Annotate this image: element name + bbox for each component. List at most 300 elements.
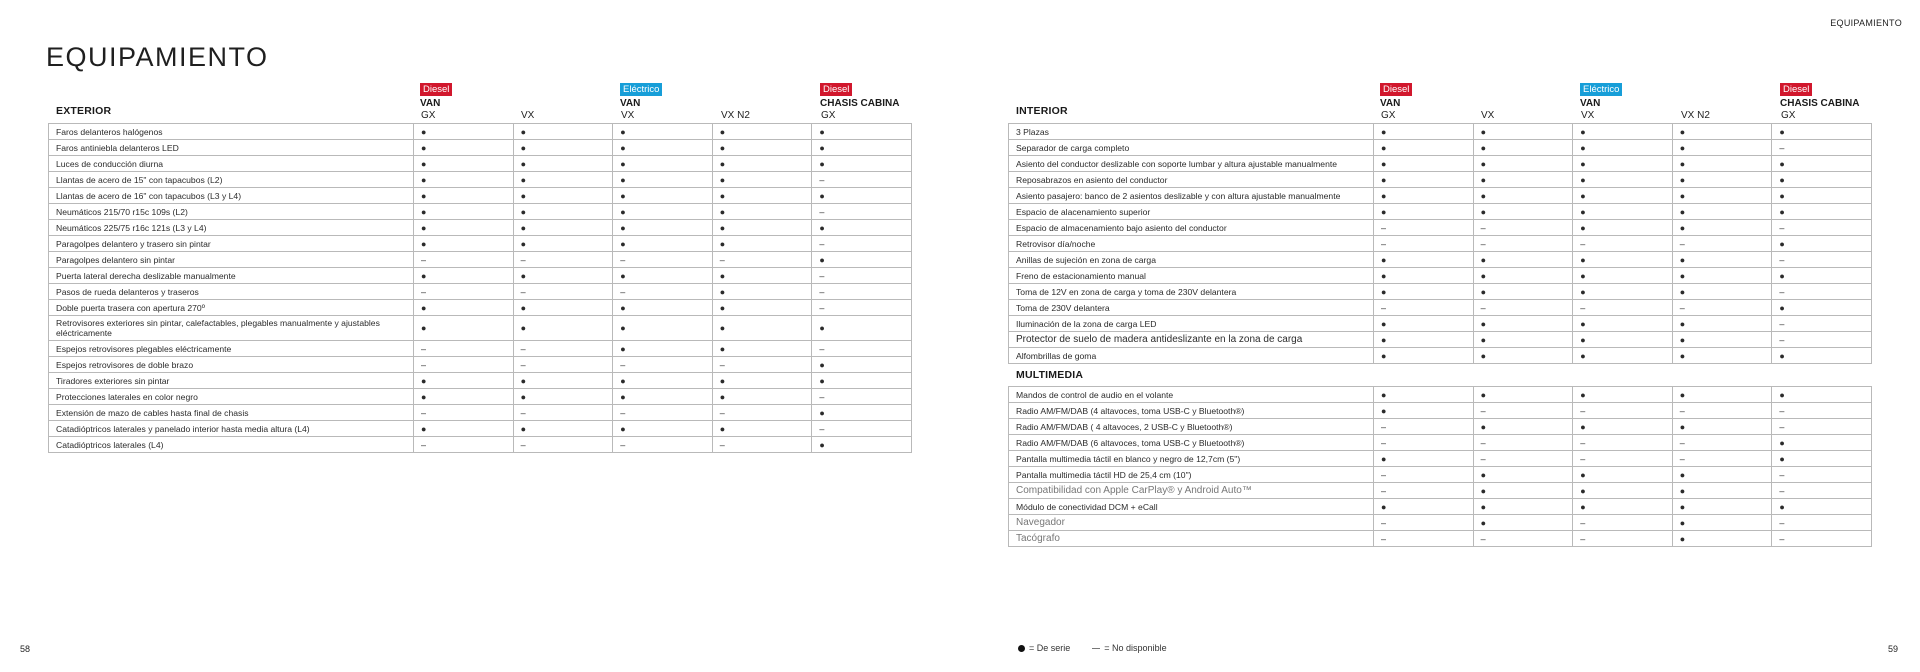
group-diesel-chasis [1780, 79, 1859, 110]
availability-cell: – [1374, 220, 1474, 236]
availability-cell: ● [712, 172, 812, 188]
availability-cell: – [513, 357, 613, 373]
availability-cell: – [712, 357, 812, 373]
page-title: EQUIPAMIENTO [46, 42, 269, 72]
table-row [1009, 220, 1872, 236]
availability-cell: ● [1573, 387, 1673, 403]
availability-cell: ● [613, 156, 713, 172]
multimedia-table [1008, 386, 1872, 547]
availability-cell: – [1573, 531, 1673, 547]
availability-cell: ● [1374, 252, 1474, 268]
availability-cell: ● [414, 373, 514, 389]
availability-cell: ● [1672, 332, 1772, 348]
availability-cell: ● [1672, 348, 1772, 364]
availability-cell: – [1772, 252, 1872, 268]
feature-label: Compatibilidad con Apple CarPlay® y Android Auto™ [1009, 483, 1374, 499]
availability-cell: ● [1672, 419, 1772, 435]
feature-label: Freno de estacionamiento manual [1009, 268, 1374, 284]
availability-cell: – [1772, 140, 1872, 156]
availability-cell: ● [513, 188, 613, 204]
variant-label: VAN [1580, 98, 1601, 109]
availability-cell: ● [513, 316, 613, 341]
availability-cell: – [712, 437, 812, 453]
availability-cell: ● [613, 124, 713, 140]
availability-cell: – [1672, 451, 1772, 467]
availability-cell: ● [414, 172, 514, 188]
availability-cell: ● [1473, 332, 1573, 348]
availability-cell: – [1473, 531, 1573, 547]
table-row [49, 373, 912, 389]
availability-cell: ● [1374, 124, 1474, 140]
availability-cell: – [1772, 403, 1872, 419]
availability-cell: ● [613, 421, 713, 437]
trim-label: GX [1781, 110, 1796, 121]
variant-label: VAN [420, 98, 441, 109]
availability-cell: ● [712, 300, 812, 316]
availability-cell: ● [712, 220, 812, 236]
feature-label: Doble puerta trasera con apertura 270º [49, 300, 414, 316]
availability-cell: ● [1672, 499, 1772, 515]
interior-title: INTERIOR [1016, 105, 1068, 117]
availability-cell: ● [513, 220, 613, 236]
availability-cell: – [712, 405, 812, 421]
availability-cell: – [1573, 435, 1673, 451]
availability-cell: ● [1473, 204, 1573, 220]
availability-cell: ● [613, 316, 713, 341]
availability-cell: ● [1473, 188, 1573, 204]
availability-cell: ● [1573, 419, 1673, 435]
availability-cell: – [1573, 403, 1673, 419]
feature-label: Paragolpes delantero sin pintar [49, 252, 414, 268]
availability-cell: ● [1374, 499, 1474, 515]
availability-cell: – [1772, 332, 1872, 348]
variant-label: CHASIS CABINA [820, 98, 900, 109]
table-row [1009, 252, 1872, 268]
availability-cell: ● [513, 236, 613, 252]
feature-label: Tacógrafo [1009, 531, 1374, 547]
availability-cell: ● [1374, 172, 1474, 188]
availability-cell: ● [1672, 387, 1772, 403]
availability-cell: – [1772, 419, 1872, 435]
availability-cell: ● [613, 140, 713, 156]
availability-cell: – [1672, 236, 1772, 252]
availability-cell: – [1772, 316, 1872, 332]
availability-cell: ● [513, 389, 613, 405]
table-row [49, 389, 912, 405]
availability-cell: ● [1672, 156, 1772, 172]
availability-cell: – [414, 284, 514, 300]
availability-cell: – [1473, 236, 1573, 252]
trim-label: VX N2 [721, 110, 750, 121]
availability-cell: ● [414, 204, 514, 220]
table-row [49, 357, 912, 373]
availability-cell: ● [1772, 300, 1872, 316]
availability-cell: – [1772, 220, 1872, 236]
feature-label: Alfombrillas de goma [1009, 348, 1374, 364]
availability-cell: ● [1374, 156, 1474, 172]
availability-cell: – [812, 389, 912, 405]
feature-label: Espejos retrovisores plegables eléctricamente [49, 341, 414, 357]
availability-cell: – [812, 300, 912, 316]
availability-cell: ● [1672, 124, 1772, 140]
availability-cell: – [812, 268, 912, 284]
variant-label: CHASIS CABINA [1780, 98, 1860, 109]
legend-unavailable [1092, 643, 1166, 653]
feature-label: Catadióptricos laterales (L4) [49, 437, 414, 453]
availability-cell: ● [1772, 204, 1872, 220]
availability-cell: ● [1672, 172, 1772, 188]
availability-cell: ● [812, 357, 912, 373]
table-row [1009, 435, 1872, 451]
feature-label: Pantalla multimedia táctil en blanco y negro de 12,7cm (5") [1009, 451, 1374, 467]
table-row [1009, 268, 1872, 284]
feature-label: Retrovisor día/noche [1009, 236, 1374, 252]
availability-cell: – [414, 341, 514, 357]
availability-cell: ● [1573, 348, 1673, 364]
feature-label: Extensión de mazo de cables hasta final de chasis [49, 405, 414, 421]
availability-cell: – [1772, 483, 1872, 499]
feature-label: Mandos de control de audio en el volante [1009, 387, 1374, 403]
availability-cell: ● [712, 316, 812, 341]
feature-label: Faros antiniebla delanteros LED [49, 140, 414, 156]
availability-cell: ● [1573, 188, 1673, 204]
feature-label: Faros delanteros halógenos [49, 124, 414, 140]
availability-cell: ● [1473, 348, 1573, 364]
availability-cell: ● [712, 236, 812, 252]
availability-cell: – [1374, 236, 1474, 252]
availability-cell: ● [1374, 387, 1474, 403]
availability-cell: ● [1573, 220, 1673, 236]
feature-label: Toma de 230V delantera [1009, 300, 1374, 316]
table-row [1009, 515, 1872, 531]
feature-label: Neumáticos 215/70 r15c 109s (L2) [49, 204, 414, 220]
availability-cell: – [1772, 284, 1872, 300]
legend-unavailable-label: = No disponible [1104, 643, 1167, 653]
availability-cell: ● [1473, 140, 1573, 156]
availability-cell: ● [1772, 435, 1872, 451]
feature-label: Puerta lateral derecha deslizable manualmente [49, 268, 414, 284]
availability-cell: ● [1672, 204, 1772, 220]
table-row [1009, 284, 1872, 300]
feature-label: Catadióptricos laterales y panelado interior hasta media altura (L4) [49, 421, 414, 437]
availability-cell: ● [812, 252, 912, 268]
availability-cell: ● [812, 405, 912, 421]
availability-cell: ● [613, 204, 713, 220]
availability-cell: – [1573, 300, 1673, 316]
feature-label: Radio AM/FM/DAB ( 4 altavoces, 2 USB-C y Bluetooth®) [1009, 419, 1374, 435]
availability-cell: ● [513, 156, 613, 172]
group-diesel-chasis [820, 79, 899, 110]
trim-label: GX [421, 110, 436, 121]
availability-cell: – [613, 357, 713, 373]
availability-cell: ● [414, 188, 514, 204]
table-row [1009, 156, 1872, 172]
legend-standard-label: = De serie [1029, 643, 1071, 653]
availability-cell: ● [1772, 387, 1872, 403]
availability-cell: ● [414, 268, 514, 284]
table-row [1009, 387, 1872, 403]
feature-label: Asiento pasajero: banco de 2 asientos deslizable y con altura ajustable manualmente [1009, 188, 1374, 204]
availability-cell: ● [613, 373, 713, 389]
availability-cell: ● [1473, 467, 1573, 483]
availability-cell: – [1772, 467, 1872, 483]
availability-cell: ● [414, 300, 514, 316]
availability-cell: ● [513, 300, 613, 316]
availability-cell: ● [1473, 252, 1573, 268]
availability-cell: ● [812, 188, 912, 204]
availability-cell: ● [414, 140, 514, 156]
availability-cell: ● [712, 389, 812, 405]
availability-cell: ● [1573, 316, 1673, 332]
availability-cell: ● [1573, 124, 1673, 140]
availability-cell: ● [613, 220, 713, 236]
availability-cell: – [812, 421, 912, 437]
exterior-column-header [48, 79, 912, 123]
availability-cell: ● [712, 156, 812, 172]
availability-cell: – [1374, 483, 1474, 499]
table-row [49, 204, 912, 220]
availability-cell: – [1672, 403, 1772, 419]
availability-cell: ● [712, 204, 812, 220]
feature-label: Módulo de conectividad DCM + eCall [1009, 499, 1374, 515]
availability-cell: – [812, 341, 912, 357]
table-row [1009, 140, 1872, 156]
availability-cell: ● [613, 236, 713, 252]
availability-cell: ● [712, 284, 812, 300]
group-diesel-van [1380, 79, 1412, 110]
feature-label: Protecciones laterales en color negro [49, 389, 414, 405]
availability-cell: ● [1473, 499, 1573, 515]
availability-cell: – [1473, 220, 1573, 236]
table-row [1009, 188, 1872, 204]
availability-cell: – [513, 437, 613, 453]
availability-cell: ● [1473, 515, 1573, 531]
availability-cell: – [613, 252, 713, 268]
availability-cell: ● [613, 341, 713, 357]
trim-label: VX [621, 110, 635, 121]
availability-cell: – [812, 204, 912, 220]
availability-cell: ● [1772, 124, 1872, 140]
availability-cell: ● [1772, 156, 1872, 172]
feature-label: Anillas de sujeción en zona de carga [1009, 252, 1374, 268]
availability-cell: ● [613, 389, 713, 405]
availability-cell: ● [414, 421, 514, 437]
availability-cell: – [1772, 515, 1872, 531]
feature-label: Separador de carga completo [1009, 140, 1374, 156]
feature-label: Llantas de acero de 15" con tapacubos (L2) [49, 172, 414, 188]
availability-cell: ● [414, 316, 514, 341]
table-row [1009, 172, 1872, 188]
availability-cell: – [1374, 531, 1474, 547]
availability-cell: ● [1473, 172, 1573, 188]
table-row [1009, 403, 1872, 419]
availability-cell: ● [1573, 332, 1673, 348]
availability-cell: – [1473, 300, 1573, 316]
feature-label: Radio AM/FM/DAB (4 altavoces, toma USB-C y Bluetooth®) [1009, 403, 1374, 419]
availability-cell: ● [613, 268, 713, 284]
table-row [49, 284, 912, 300]
table-row [1009, 316, 1872, 332]
feature-label: Luces de conducción diurna [49, 156, 414, 172]
feature-label: Protector de suelo de madera antideslizante en la zona de carga [1009, 332, 1374, 348]
feature-label: Paragolpes delantero y trasero sin pintar [49, 236, 414, 252]
table-row [1009, 300, 1872, 316]
availability-cell: ● [513, 140, 613, 156]
availability-cell: ● [1573, 172, 1673, 188]
availability-cell: – [1772, 531, 1872, 547]
availability-cell: ● [1772, 236, 1872, 252]
availability-cell: – [613, 284, 713, 300]
availability-cell: – [812, 236, 912, 252]
availability-cell: ● [1772, 348, 1872, 364]
availability-cell: ● [513, 204, 613, 220]
availability-cell: ● [1573, 204, 1673, 220]
feature-label: Iluminación de la zona de carga LED [1009, 316, 1374, 332]
fuel-badge: Diesel [1380, 83, 1412, 96]
table-row [1009, 499, 1872, 515]
feature-label: Toma de 12V en zona de carga y toma de 230V delantera [1009, 284, 1374, 300]
legend-standard [1018, 643, 1070, 653]
trim-label: VX [1581, 110, 1595, 121]
availability-cell: – [414, 357, 514, 373]
table-row [49, 140, 912, 156]
availability-cell: – [1374, 467, 1474, 483]
table-row [49, 220, 912, 236]
variant-label: VAN [1380, 98, 1401, 109]
availability-cell: ● [712, 373, 812, 389]
table-row [1009, 204, 1872, 220]
availability-cell: ● [1374, 316, 1474, 332]
availability-cell: ● [414, 389, 514, 405]
feature-label: Navegador [1009, 515, 1374, 531]
availability-cell: – [414, 405, 514, 421]
availability-cell: ● [1473, 419, 1573, 435]
availability-cell: ● [1374, 451, 1474, 467]
availability-cell: ● [712, 421, 812, 437]
trim-label: VX [1481, 110, 1495, 121]
interior-column-header [1008, 79, 1872, 123]
feature-label: Espacio de alacenamiento superior [1009, 204, 1374, 220]
availability-cell: – [613, 437, 713, 453]
exterior-section [48, 79, 912, 453]
group-electric-van [1580, 79, 1622, 110]
availability-cell: ● [812, 124, 912, 140]
availability-cell: ● [1772, 268, 1872, 284]
availability-cell: ● [1573, 467, 1673, 483]
availability-cell: ● [1573, 140, 1673, 156]
availability-cell: ● [1374, 332, 1474, 348]
availability-cell: ● [712, 140, 812, 156]
availability-cell: ● [1672, 515, 1772, 531]
availability-cell: – [1374, 419, 1474, 435]
table-row [1009, 348, 1872, 364]
table-row [49, 124, 912, 140]
feature-label: Espejos retrovisores de doble brazo [49, 357, 414, 373]
availability-cell: – [1473, 451, 1573, 467]
interior-section [1008, 79, 1872, 547]
availability-cell: ● [812, 220, 912, 236]
table-row [49, 156, 912, 172]
availability-cell: ● [1473, 483, 1573, 499]
trim-label: VX [521, 110, 535, 121]
availability-cell: ● [613, 188, 713, 204]
table-row [49, 252, 912, 268]
availability-cell: ● [1672, 140, 1772, 156]
availability-cell: ● [1672, 284, 1772, 300]
availability-cell: – [1672, 435, 1772, 451]
feature-label: Retrovisores exteriores sin pintar, calefactables, plegables manualmente y ajustables eléctricamente [49, 316, 414, 341]
table-row [1009, 451, 1872, 467]
availability-cell: – [1473, 403, 1573, 419]
table-row [49, 405, 912, 421]
availability-cell: – [1573, 451, 1673, 467]
group-diesel-van [420, 79, 452, 110]
exterior-title: EXTERIOR [56, 105, 112, 117]
availability-cell: ● [1573, 284, 1673, 300]
availability-cell: ● [812, 156, 912, 172]
feature-label: Neumáticos 225/75 r16c 121s (L3 y L4) [49, 220, 414, 236]
fuel-badge: Eléctrico [620, 83, 662, 96]
table-row [1009, 419, 1872, 435]
availability-cell: – [513, 341, 613, 357]
table-row [1009, 332, 1872, 348]
availability-cell: – [1374, 435, 1474, 451]
availability-cell: – [1473, 435, 1573, 451]
availability-cell: – [1573, 236, 1673, 252]
availability-cell: ● [414, 220, 514, 236]
availability-cell: ● [812, 140, 912, 156]
table-row [1009, 467, 1872, 483]
availability-cell: – [513, 252, 613, 268]
availability-cell: ● [712, 341, 812, 357]
availability-cell: ● [812, 316, 912, 341]
table-row [49, 316, 912, 341]
availability-cell: ● [1374, 188, 1474, 204]
availability-cell: – [513, 405, 613, 421]
availability-cell: ● [812, 437, 912, 453]
exterior-table [48, 123, 912, 453]
multimedia-title: MULTIMEDIA [1016, 369, 1084, 381]
feature-label: Pantalla multimedia táctil HD de 25,4 cm (10") [1009, 467, 1374, 483]
availability-cell: ● [812, 373, 912, 389]
table-row [49, 437, 912, 453]
availability-cell: ● [1573, 268, 1673, 284]
availability-cell: ● [712, 188, 812, 204]
availability-cell: ● [1573, 156, 1673, 172]
table-row [49, 268, 912, 284]
feature-label: Asiento del conductor deslizable con soporte lumbar y altura ajustable manualmente [1009, 156, 1374, 172]
page-number-right: 59 [1887, 644, 1898, 654]
running-header: EQUIPAMIENTO [1830, 18, 1902, 28]
variant-label: VAN [620, 98, 641, 109]
availability-cell: – [812, 284, 912, 300]
fuel-badge: Diesel [420, 83, 452, 96]
table-row [1009, 531, 1872, 547]
feature-label: 3 Plazas [1009, 124, 1374, 140]
availability-cell: – [414, 252, 514, 268]
availability-cell: – [1573, 515, 1673, 531]
availability-cell: ● [513, 421, 613, 437]
availability-cell: ● [1374, 348, 1474, 364]
trim-label: GX [821, 110, 836, 121]
availability-cell: ● [1374, 268, 1474, 284]
fuel-badge: Diesel [820, 83, 852, 96]
bullet-icon [1018, 645, 1025, 652]
availability-cell: ● [513, 373, 613, 389]
availability-cell: ● [1374, 284, 1474, 300]
availability-cell: ● [1772, 172, 1872, 188]
feature-label: Tiradores exteriores sin pintar [49, 373, 414, 389]
